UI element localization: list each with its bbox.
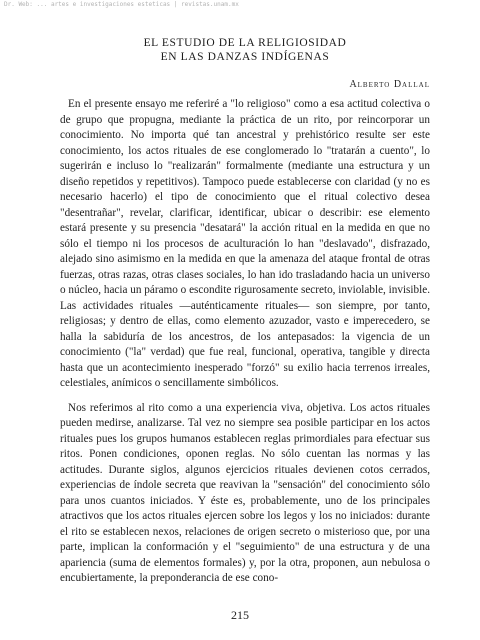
body-paragraph-1: En el presente ensayo me referiré a "lo religioso" como a esa actitud colectiva o de grupo que propugna, mediante la práctica de un rito, por reincorporar un conocimiento. No importa qué tan ancestral y prehistórico resulte ser este conocimiento, los actos rituales de ese conglomerado lo "tratarán a cuento", lo sugerirán e incluso lo "realizarán" formalmente (mediante una estructura y un diseño repetidos y repetitivos). Tampoco puede establecerse con claridad (y no es necesario hacerlo) el tipo de conocimiento que el ritual colectivo desea "desentrañar", revelar, clarificar, identificar, ubicar o describir: ese elemento estará presente y su presencia "desatará" la acción ritual en la medida en que no sólo el tiempo ni los procesos de aculturación lo han "deslavado", disfrazado, alejado sino asimismo en la medida en que la amenaza del ataque frontal de otras fuerzas, otras razas, otras clases sociales, lo han ido trasladando hacia un universo o núcleo, hacia un páramo o escondite rigurosamente secreto, inviolable, invisible. Las actividades rituales —auténticamente rituales— son siempre, por tanto, religiosas; y dentro de ellas, como elemento azuzador, vasto e imperecedero, se halla la sabiduría de los ancestros, de los antepasados: la vigencia de un conocimiento ("la" verdad) que fue real, funcional, operativa, tangible y directa hasta que un acontecimiento inesperado "forzó" su exilio hacia terrenos irreales, celestiales, anímicos o sencillamente simbólicos. (60, 98, 430, 389)
header-url-text: Dr. Web: ... artes e investigaciones esteticas | revistas.unam.mx (4, 1, 239, 8)
article-body (60, 97, 430, 587)
page-number: 215 (231, 608, 249, 622)
article-title-line-2: EN LAS DANZAS INDÍGENAS (160, 51, 330, 63)
article-title-line-1: EL ESTUDIO DE LA RELIGIOSIDAD (143, 37, 347, 49)
author-name: Alberto Dallal (349, 79, 430, 90)
body-paragraph-2: Nos referimos al rito como a una experiencia viva, objetiva. Los actos rituales pueden medirse, analizarse. Tal vez no siempre sea posible participar en los actos rituales pues los grupos humanos establecen reglas primordiales para efectuar sus ritos. Ponen condiciones, oponen reglas. No sólo cuentan las normas y las actitudes. Durante siglos, algunos ejercicios rituales devienen cotos cerrados, experiencias de índole secreta que reavivan la "sensación" del conocimiento sólo para unos cuantos iniciados. Y éste es, probablemente, uno de los principales atractivos que los actos rituales ejercen sobre los legos y los no iniciados: durante el rito se establecen nexos, relaciones de origen secreto o misterioso que, por una parte, implican la conformación y el "seguimiento" de una estructura y de una apariencia (suma de elementos formales) y, por la otra, proponen, aun nebulosa o encubiertamente, la preponderancia de ese cono- (60, 401, 430, 584)
